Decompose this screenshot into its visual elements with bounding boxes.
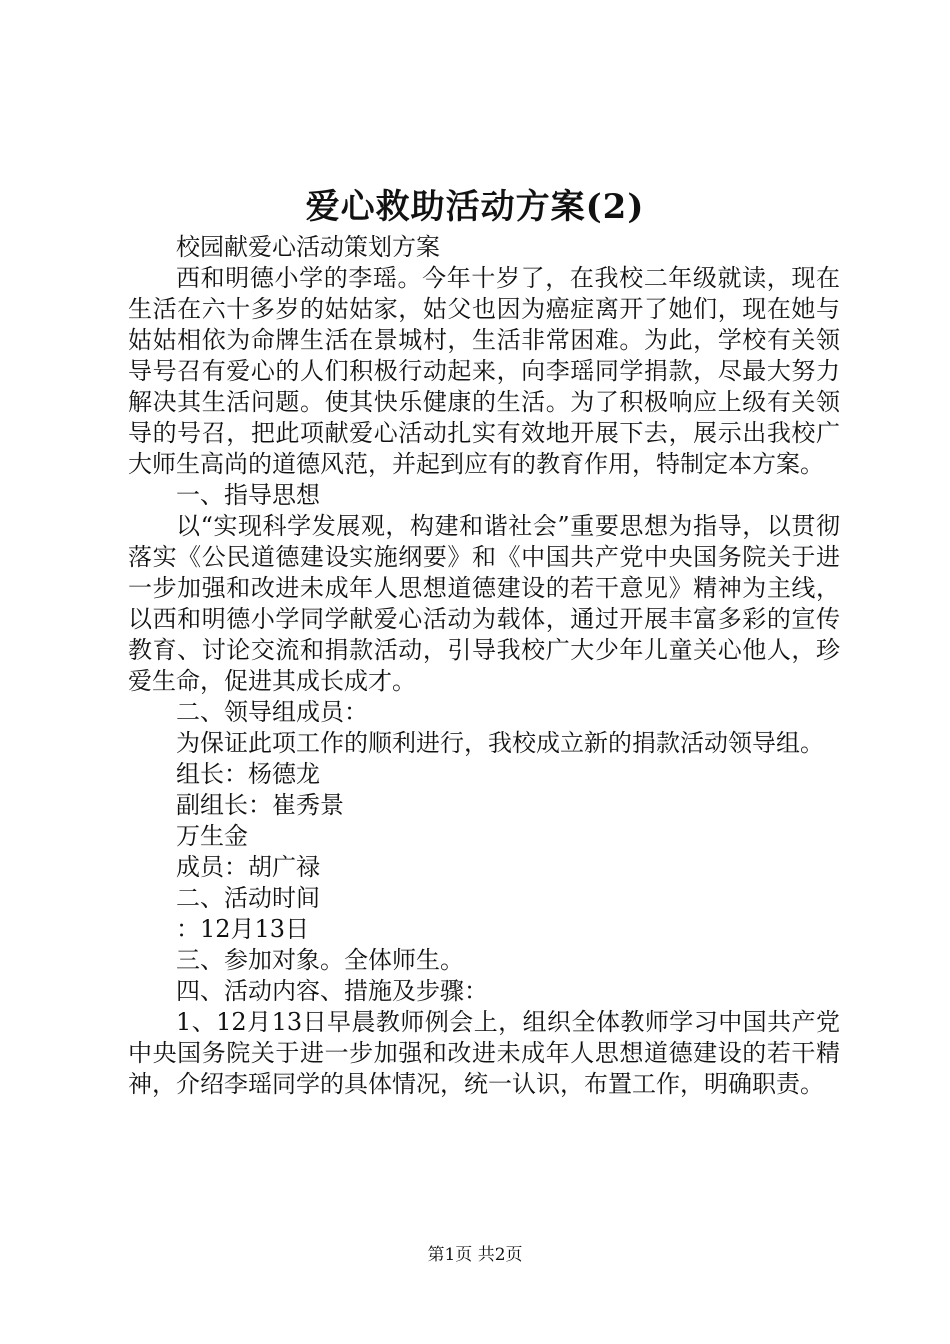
line-deputy-leader-2: 万生金 [176, 822, 248, 850]
line-participants: 三、参加对象。全体师生。 [176, 946, 464, 974]
paragraph-intro: 西和明德小学的李瑶。今年十岁了，在我校二年级就读，现在生活在六十多岁的姑姑家，姑父也因为癌症离开了她们，现在她与姑姑相依为命牌生活在景城村，生活非常困难。为此，学校有关领导号召有爱心的人们积极行动起来，向李瑶同学捐款，尽最大努力解决其生活问题。使其快乐健康的生活。为了积极响应上级有关领导的号召，把此项献爱心活动扎实有效地开展下去，展示出我校广大师生高尚的道德风范，并起到应有的教育作用，特制定本方案。 [128, 264, 840, 478]
heading-leadership-group: 二、领导组成员： [176, 698, 368, 726]
paragraph-subtitle: 校园献爱心活动策划方案 [176, 233, 440, 261]
paragraph-step-1: 1、12月13日早晨教师例会上，组织全体教师学习中国共产党中央国务院关于进一步加强和改进未成年人思想道德建设的若干精神，介绍李瑶同学的具体情况，统一认识，布置工作，明确职责。 [128, 1008, 840, 1098]
paragraph-leadership-group: 为保证此项工作的顺利进行，我校成立新的捐款活动领导组。 [176, 729, 824, 757]
line-activity-date: ：12月13日 [176, 915, 310, 943]
line-deputy-leader: 副组长：崔秀景 [176, 791, 344, 819]
page-footer: 第1页 共2页 [427, 1245, 523, 1265]
document-body [128, 232, 840, 1100]
paragraph-guiding-thought: 以“实现科学发展观，构建和谐社会”重要思想为指导，以贯彻落实《公民道德建设实施纲要》和《中国共产党中央国务院关于进一步加强和改进未成年人思想道德建设的若干意见》精神为主线，以西和明德小学同学献爱心活动为载体，通过开展丰富多彩的宣传教育、讨论交流和捐款活动，引导我校广大少年儿童关心他人，珍爱生命，促进其成长成才。 [128, 512, 840, 695]
line-group-leader: 组长：杨德龙 [176, 760, 320, 788]
heading-activity-time: 二、活动时间 [176, 884, 320, 912]
line-members: 成员：胡广禄 [176, 853, 320, 881]
heading-guiding-thought: 一、指导思想 [176, 481, 320, 509]
document-title: 爱心救助活动方案(2) [305, 187, 645, 227]
heading-activity-content: 四、活动内容、措施及步骤： [176, 977, 488, 1005]
